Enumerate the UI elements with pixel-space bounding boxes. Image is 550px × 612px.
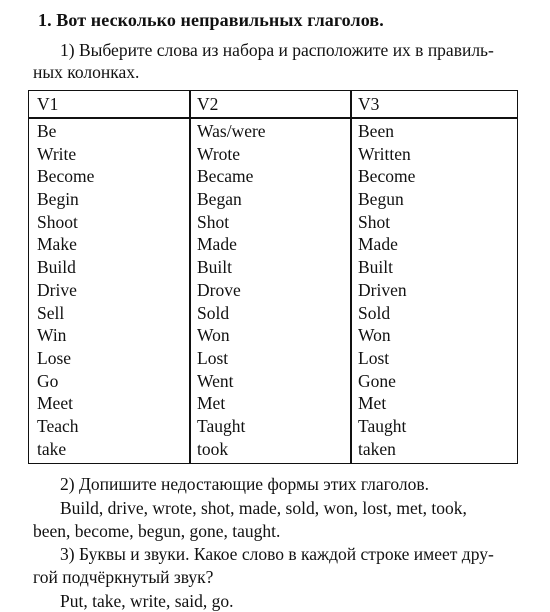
table-row — [29, 415, 517, 438]
cell-v3: Built — [358, 257, 394, 278]
cell-v2: Lost — [197, 347, 229, 368]
table-row — [29, 211, 517, 234]
cell-v3: Been — [358, 121, 394, 141]
table-row — [29, 120, 517, 143]
cell-v2: Began — [197, 189, 242, 210]
table-row — [29, 302, 517, 325]
task1-instruction-line1: 1) Выберите слова из набора и расположите их в правиль- — [60, 40, 494, 60]
table-row — [29, 324, 517, 347]
cell-v1: take — [37, 438, 67, 459]
cell-v1: Begin — [37, 189, 79, 210]
cell-v1: Make — [37, 234, 77, 255]
cell-v1: Write — [37, 143, 77, 164]
column-header-v2: V2 — [197, 94, 219, 114]
cell-v2: Won — [197, 325, 230, 346]
cell-v1: Lose — [37, 347, 72, 368]
cell-v1: Go — [37, 370, 59, 391]
cell-v2: Went — [197, 370, 234, 391]
verb-forms-table — [28, 90, 518, 464]
cell-v1: Sell — [37, 302, 65, 323]
cell-v2: Wrote — [197, 143, 241, 164]
cell-v1: Meet — [37, 393, 73, 414]
cell-v3: Become — [358, 166, 416, 187]
task2-instruction: 2) Допишите недостающие формы этих глаголов. — [60, 474, 430, 494]
table-row — [29, 392, 517, 415]
table-row — [29, 438, 517, 461]
cell-v3: Gone — [358, 370, 396, 391]
task3-instruction-line1: 3) Буквы и звуки. Какое слово в каждой строке имеет дру- — [60, 544, 494, 564]
task3-instruction-line2: гой подчёркнутый звук? — [33, 567, 214, 587]
table-row — [29, 370, 517, 393]
cell-v3: Written — [358, 143, 411, 164]
cell-v1: Be — [37, 121, 57, 141]
task1-instruction-line2: ных колонках. — [33, 62, 140, 82]
table-row — [29, 233, 517, 256]
cell-v3: Taught — [358, 415, 407, 436]
cell-v3: Made — [358, 234, 398, 255]
cell-v3: Driven — [358, 279, 407, 300]
table-row — [29, 279, 517, 302]
cell-v1: Teach — [37, 415, 79, 436]
column-header-v3: V3 — [358, 94, 380, 114]
cell-v2: Sold — [197, 302, 230, 323]
cell-v2: Was/were — [197, 121, 266, 141]
table-row — [29, 165, 517, 188]
cell-v3: Sold — [358, 302, 391, 323]
table-row — [29, 143, 517, 166]
cell-v1: Build — [37, 257, 76, 278]
cell-v2: Taught — [197, 415, 246, 436]
task2-words-line1: Build, drive, wrote, shot, made, sold, won, lost, met, took, — [60, 498, 467, 518]
table-body — [29, 120, 517, 460]
cell-v2: Drove — [197, 279, 241, 300]
cell-v2: Met — [197, 393, 226, 414]
cell-v2: Shot — [197, 211, 230, 232]
cell-v3: Begun — [358, 189, 404, 210]
task3-words: Put, take, write, said, go. — [60, 591, 234, 611]
cell-v3: Shot — [358, 211, 391, 232]
cell-v3: taken — [358, 438, 396, 459]
cell-v2: Made — [197, 234, 237, 255]
table-row — [29, 256, 517, 279]
header-divider — [29, 117, 517, 119]
table-row — [29, 347, 517, 370]
cell-v2: took — [197, 438, 229, 459]
cell-v2: Built — [197, 257, 233, 278]
cell-v1: Win — [37, 325, 67, 346]
task2-words-line2: been, become, begun, gone, taught. — [33, 521, 281, 541]
column-header-v1: V1 — [37, 94, 59, 114]
cell-v3: Met — [358, 393, 387, 414]
table-row — [29, 188, 517, 211]
cell-v3: Lost — [358, 347, 390, 368]
exercise-title: 1. Вот несколько неправильных глаголов. — [38, 10, 384, 30]
cell-v2: Became — [197, 166, 254, 187]
cell-v1: Become — [37, 166, 95, 187]
cell-v1: Shoot — [37, 211, 78, 232]
cell-v1: Drive — [37, 279, 77, 300]
cell-v3: Won — [358, 325, 391, 346]
